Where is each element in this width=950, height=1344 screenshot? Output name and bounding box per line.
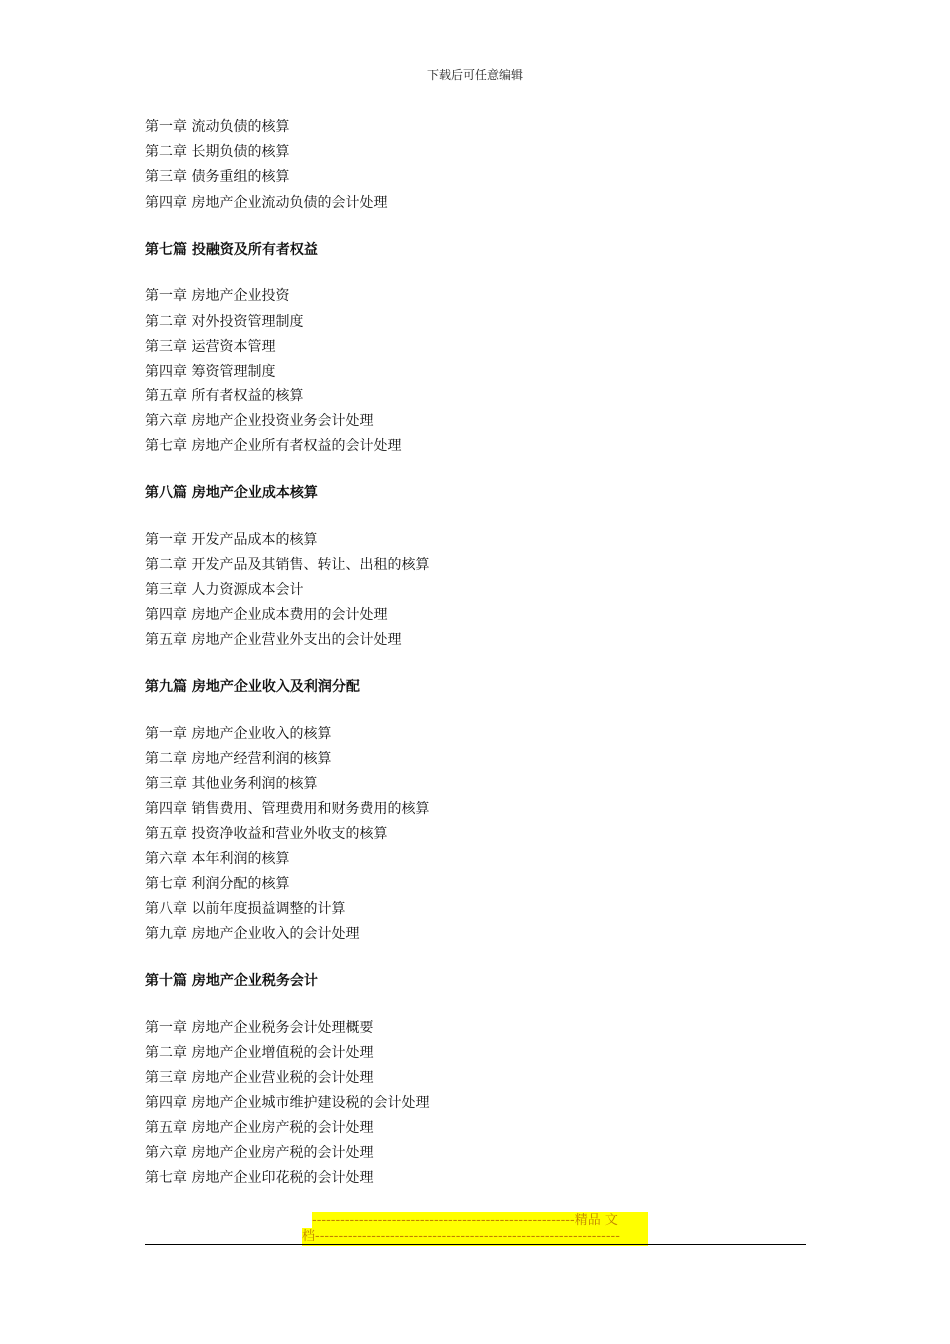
chapter-line: 第四章 房地产企业成本费用的会计处理 xyxy=(145,607,388,623)
part-heading: 第七篇 投融资及所有者权益 xyxy=(145,242,318,258)
chapter-line: 第九章 房地产企业收入的会计处理 xyxy=(145,926,360,942)
part-heading: 第十篇 房地产企业税务会计 xyxy=(145,973,318,989)
header-note: 下载后可任意编辑 xyxy=(426,68,523,82)
chapter-line: 第一章 流动负债的核算 xyxy=(145,119,290,135)
chapter-line: 第一章 房地产企业收入的核算 xyxy=(145,726,332,742)
chapter-line: 第四章 房地产企业流动负债的会计处理 xyxy=(145,195,388,211)
chapter-line: 第六章 房地产企业投资业务会计处理 xyxy=(145,413,374,429)
footer-watermark-line1: --------------------------------------------------------精品 文 xyxy=(312,1212,648,1230)
chapter-line: 第五章 房地产企业营业外支出的会计处理 xyxy=(145,632,402,648)
chapter-line: 第三章 债务重组的核算 xyxy=(145,169,290,185)
chapter-line: 第一章 房地产企业投资 xyxy=(145,288,290,304)
chapter-line: 第一章 房地产企业税务会计处理概要 xyxy=(145,1020,374,1036)
chapter-line: 第一章 开发产品成本的核算 xyxy=(145,532,318,548)
chapter-line: 第五章 投资净收益和营业外收支的核算 xyxy=(145,826,388,842)
chapter-line: 第二章 对外投资管理制度 xyxy=(145,314,304,330)
chapter-line: 第二章 房地产经营利润的核算 xyxy=(145,751,332,767)
chapter-line: 第六章 本年利润的核算 xyxy=(145,851,290,867)
part-heading: 第八篇 房地产企业成本核算 xyxy=(145,485,318,501)
chapter-line: 第七章 房地产企业所有者权益的会计处理 xyxy=(145,438,402,454)
footer-divider xyxy=(145,1244,806,1245)
chapter-line: 第七章 利润分配的核算 xyxy=(145,876,290,892)
chapter-line: 第八章 以前年度损益调整的计算 xyxy=(145,901,346,917)
chapter-line: 第五章 所有者权益的核算 xyxy=(145,388,304,404)
chapter-line: 第三章 人力资源成本会计 xyxy=(145,582,304,598)
chapter-line: 第四章 筹资管理制度 xyxy=(145,364,276,380)
chapter-line: 第七章 房地产企业印花税的会计处理 xyxy=(145,1170,374,1186)
chapter-line: 第三章 运营资本管理 xyxy=(145,339,276,355)
part-heading: 第九篇 房地产企业收入及利润分配 xyxy=(145,679,360,695)
chapter-line: 第六章 房地产企业房产税的会计处理 xyxy=(145,1145,374,1161)
footer-watermark-line2: 档----------------------------------------------------------------- xyxy=(302,1228,648,1246)
chapter-line: 第三章 其他业务利润的核算 xyxy=(145,776,318,792)
chapter-line: 第五章 房地产企业房产税的会计处理 xyxy=(145,1120,374,1136)
chapter-line: 第二章 开发产品及其销售、转让、出租的核算 xyxy=(145,557,430,573)
chapter-line: 第四章 销售费用、管理费用和财务费用的核算 xyxy=(145,801,430,817)
chapter-line: 第二章 房地产企业增值税的会计处理 xyxy=(145,1045,374,1061)
chapter-line: 第二章 长期负债的核算 xyxy=(145,144,290,160)
chapter-line: 第三章 房地产企业营业税的会计处理 xyxy=(145,1070,374,1086)
chapter-line: 第四章 房地产企业城市维护建设税的会计处理 xyxy=(145,1095,430,1111)
